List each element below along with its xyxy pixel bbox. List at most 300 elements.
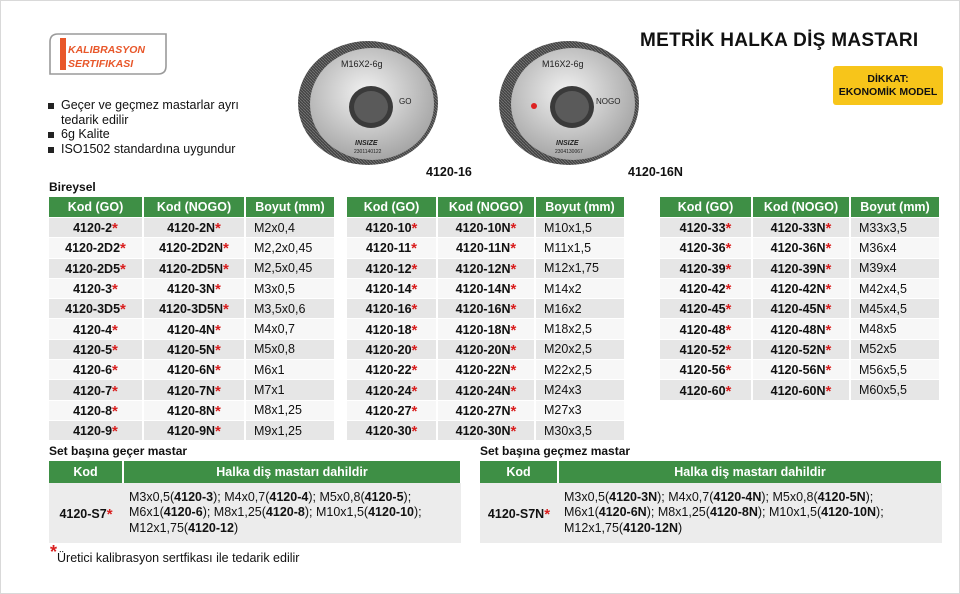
thread-size: M18x2,5 xyxy=(535,319,625,339)
page-title: METRİK HALKA DİŞ MASTARI xyxy=(640,30,919,51)
thread-size: M2,2x0,45 xyxy=(245,238,335,258)
go-code: 4120-20 xyxy=(365,342,412,357)
go-ring-brand: INSIZE xyxy=(355,140,378,147)
calibration-star-icon: * xyxy=(215,281,221,299)
nogo-code-cell xyxy=(752,299,850,319)
set-go-table xyxy=(49,461,462,543)
table-row xyxy=(660,360,940,380)
table-row xyxy=(49,218,335,238)
nogo-code-cell xyxy=(437,420,535,440)
go-code: 4120-33 xyxy=(679,221,726,236)
go-code-cell xyxy=(660,258,752,278)
set-nogo-col-contents: Halka diş mastarı dahildir xyxy=(558,461,942,483)
go-code-cell xyxy=(49,380,143,400)
nogo-code-cell xyxy=(752,258,850,278)
set-item-code: 4120-3N xyxy=(609,489,658,504)
go-code-cell xyxy=(347,339,437,359)
set-item-size: M6x1 xyxy=(564,505,595,520)
col-header-go: Kod (GO) xyxy=(660,197,752,218)
calibration-star-icon: * xyxy=(725,341,732,359)
nogo-code-cell xyxy=(752,339,850,359)
nogo-code: 4120-10N xyxy=(455,221,511,236)
calibration-certificate-logo xyxy=(48,32,170,76)
go-code-cell xyxy=(660,319,752,339)
thread-size: M14x2 xyxy=(535,278,625,298)
nogo-code: 4120-3N xyxy=(167,282,216,297)
go-code-cell xyxy=(347,420,437,440)
calibration-star-icon: * xyxy=(411,402,418,420)
go-code: 4120-10 xyxy=(365,221,412,236)
nogo-code-cell xyxy=(143,258,245,278)
calibration-star-icon: * xyxy=(120,260,126,278)
thread-size: M3,5x0,6 xyxy=(245,299,335,319)
calibration-star-icon: * xyxy=(725,362,732,380)
calibration-star-icon: * xyxy=(50,542,58,562)
go-ring-gauge-image xyxy=(297,40,439,166)
nogo-code: 4120-2D2N xyxy=(159,241,224,256)
set-item-size: M4x0,7 xyxy=(224,489,266,504)
badge-line-2: EKONOMİK MODEL xyxy=(838,85,938,98)
calibration-star-icon: * xyxy=(725,240,732,258)
thread-size: M11x1,5 xyxy=(535,238,625,258)
table-row xyxy=(49,278,335,298)
set-item-code: 4120-4N xyxy=(713,489,762,504)
go-code-cell xyxy=(49,238,143,258)
calibration-star-icon: * xyxy=(825,382,832,400)
set-nogo-code-cell xyxy=(480,483,558,543)
calibration-star-icon: * xyxy=(725,301,732,319)
table-row xyxy=(347,339,625,359)
thread-size: M56x5,5 xyxy=(850,360,940,380)
go-code: 4120-2D2 xyxy=(65,241,121,256)
calibration-star-icon: * xyxy=(510,362,517,380)
go-code: 4120-2 xyxy=(73,221,113,236)
table-row xyxy=(347,278,625,298)
calibration-star-icon: * xyxy=(112,341,118,359)
thread-size: M52x5 xyxy=(850,339,940,359)
go-ring-serial: 2301140122 xyxy=(354,149,382,155)
table-row xyxy=(347,238,625,258)
calibration-star-icon: * xyxy=(215,402,221,420)
set-item-code: 4120-6 xyxy=(163,505,203,520)
calibration-star-icon: * xyxy=(120,301,126,319)
go-code-cell xyxy=(347,238,437,258)
nogo-code: 4120-60N xyxy=(770,383,826,398)
go-code-cell xyxy=(660,339,752,359)
set-nogo-heading: Set başına geçmez mastar xyxy=(480,444,631,458)
go-code: 4120-56 xyxy=(679,363,726,378)
go-code: 4120-39 xyxy=(679,261,726,276)
thread-size: M12x1,75 xyxy=(535,258,625,278)
table-row xyxy=(49,360,335,380)
nogo-code: 4120-14N xyxy=(455,282,511,297)
calibration-star-icon: * xyxy=(725,281,732,299)
set-item-code: 4120-10N xyxy=(821,505,877,520)
col-header-size: Boyut (mm) xyxy=(850,197,940,218)
feature-item: Geçer ve geçmez mastarlar ayrı tedarik edilir xyxy=(48,98,261,127)
nogo-code-cell xyxy=(143,380,245,400)
logo-line-1: KALIBRASYON xyxy=(68,44,146,56)
go-code: 4120-3D5 xyxy=(65,302,121,317)
set-nogo-code: 4120-S7N xyxy=(487,506,545,521)
economic-model-badge xyxy=(833,66,943,105)
nogo-code-cell xyxy=(437,238,535,258)
calibration-star-icon: * xyxy=(510,321,517,339)
nogo-code-cell xyxy=(752,218,850,238)
set-go-col-code: Kod xyxy=(49,461,123,483)
individual-section-label: Bireysel xyxy=(49,180,96,194)
go-code: 4120-6 xyxy=(73,363,113,378)
set-item-code: 4120-10 xyxy=(368,505,414,520)
go-code: 4120-5 xyxy=(73,342,113,357)
go-code: 4120-24 xyxy=(365,383,412,398)
go-ring-label: M16X2-6g xyxy=(341,59,383,69)
go-code-cell xyxy=(49,360,143,380)
calibration-star-icon: * xyxy=(411,321,418,339)
thread-size: M48x5 xyxy=(850,319,940,339)
set-go-contents xyxy=(123,483,461,543)
calibration-star-icon: * xyxy=(510,260,517,278)
nogo-code-cell xyxy=(143,238,245,258)
nogo-code-cell xyxy=(143,278,245,298)
set-item-size: M12x1,75 xyxy=(564,520,619,535)
go-code-cell xyxy=(49,218,143,238)
go-code-cell xyxy=(347,380,437,400)
set-item-code: 4120-6N xyxy=(598,505,647,520)
calibration-star-icon: * xyxy=(725,260,732,278)
go-code: 4120-36 xyxy=(679,241,726,256)
nogo-code-cell xyxy=(437,278,535,298)
calibration-star-icon: * xyxy=(223,301,229,319)
table-row xyxy=(660,380,940,400)
calibration-star-icon: * xyxy=(411,382,418,400)
set-item: M10x1,5(4120-10N); xyxy=(769,505,884,520)
set-go-heading: Set başına geçer mastar xyxy=(49,444,188,458)
nogo-code: 4120-3D5N xyxy=(159,302,224,317)
table-row xyxy=(660,319,940,339)
go-code: 4120-9 xyxy=(73,424,113,439)
feature-list xyxy=(48,98,278,156)
go-code-cell xyxy=(347,218,437,238)
nogo-code: 4120-52N xyxy=(770,342,826,357)
set-item-code: 4120-8N xyxy=(709,505,758,520)
set-item: M8x1,25(4120-8N); xyxy=(657,505,769,520)
calibration-star-icon: * xyxy=(112,220,118,238)
table-row xyxy=(49,299,335,319)
calibration-star-icon: * xyxy=(411,281,418,299)
calibration-star-icon: * xyxy=(825,240,832,258)
table-row xyxy=(347,218,625,238)
go-code: 4120-42 xyxy=(679,282,726,297)
table-row xyxy=(347,360,625,380)
nogo-code: 4120-4N xyxy=(167,322,216,337)
nogo-code: 4120-42N xyxy=(770,282,826,297)
logo-line-2: SERTIFIKASI xyxy=(68,58,134,70)
table-row xyxy=(660,218,940,238)
calibration-star-icon: * xyxy=(411,423,418,441)
go-code-cell xyxy=(49,420,143,440)
nogo-code-cell xyxy=(437,339,535,359)
badge-line-1: DİKKAT: xyxy=(867,72,909,85)
col-header-size: Boyut (mm) xyxy=(245,197,335,218)
table-row xyxy=(347,319,625,339)
go-code: 4120-18 xyxy=(365,322,412,337)
nogo-ring-brand: INSIZE xyxy=(556,140,579,147)
calibration-star-icon: * xyxy=(510,220,517,238)
go-code-cell xyxy=(347,400,437,420)
go-code-cell xyxy=(347,360,437,380)
calibration-star-icon: * xyxy=(215,423,221,441)
table-row xyxy=(347,299,625,319)
calibration-star-icon: * xyxy=(223,260,229,278)
nogo-code: 4120-6N xyxy=(167,363,216,378)
thread-size: M22x2,5 xyxy=(535,360,625,380)
thread-size: M7x1 xyxy=(245,380,335,400)
calibration-star-icon: * xyxy=(411,240,418,258)
table-row xyxy=(49,319,335,339)
calibration-star-icon: * xyxy=(825,362,832,380)
nogo-code: 4120-18N xyxy=(455,322,511,337)
calibration-star-icon: * xyxy=(510,240,517,258)
feature-item: 6g Kalite xyxy=(48,127,278,142)
go-product-code: 4120-16 xyxy=(426,165,472,179)
nogo-product-code: 4120-16N xyxy=(628,165,683,179)
go-code: 4120-30 xyxy=(365,424,412,439)
set-item-code: 4120-5 xyxy=(364,489,404,504)
table-row xyxy=(660,258,940,278)
table-row xyxy=(660,238,940,258)
nogo-code-cell xyxy=(437,218,535,238)
go-code: 4120-16 xyxy=(365,302,412,317)
go-ring-type: GO xyxy=(399,97,412,106)
table-row xyxy=(49,238,335,258)
thread-size: M3x0,5 xyxy=(245,278,335,298)
gauge-table-small xyxy=(49,197,336,440)
nogo-code: 4120-7N xyxy=(167,383,216,398)
set-item-size: M5x0,8 xyxy=(772,489,814,504)
thread-size: M16x2 xyxy=(535,299,625,319)
set-item-size: M5x0,8 xyxy=(319,489,361,504)
thread-size: M9x1,25 xyxy=(245,420,335,440)
calibration-star-icon: * xyxy=(112,362,118,380)
go-code-cell xyxy=(347,278,437,298)
thread-size: M10x1,5 xyxy=(535,218,625,238)
set-go-col-contents: Halka diş mastarı dahildir xyxy=(123,461,461,483)
nogo-code-cell xyxy=(437,299,535,319)
go-code-cell xyxy=(660,218,752,238)
go-code: 4120-22 xyxy=(365,363,412,378)
nogo-code-cell xyxy=(143,319,245,339)
set-go-code: 4120-S7 xyxy=(59,506,107,521)
nogo-code-cell xyxy=(437,360,535,380)
nogo-code-cell xyxy=(143,218,245,238)
set-item: M5x0,8(4120-5); xyxy=(319,489,412,504)
set-item: M6x1(4120-6); xyxy=(129,505,214,520)
table-row xyxy=(660,299,940,319)
nogo-code: 4120-2N xyxy=(167,221,216,236)
calibration-star-icon: * xyxy=(112,423,118,441)
go-code-cell xyxy=(347,299,437,319)
calibration-star-icon: * xyxy=(725,321,732,339)
calibration-star-icon: * xyxy=(411,220,418,238)
go-code: 4120-12 xyxy=(365,261,412,276)
calibration-star-icon: * xyxy=(112,402,118,420)
nogo-code: 4120-9N xyxy=(167,424,216,439)
nogo-ring-type: NOGO xyxy=(596,97,621,106)
set-nogo-table xyxy=(480,461,943,543)
set-item-size: M3x0,5 xyxy=(564,489,605,504)
nogo-code: 4120-27N xyxy=(455,403,511,418)
nogo-code: 4120-22N xyxy=(455,363,511,378)
set-item: M10x1,5(4120-10); xyxy=(315,505,422,520)
go-code: 4120-8 xyxy=(73,403,113,418)
calibration-star-icon: * xyxy=(411,301,418,319)
nogo-code: 4120-5N xyxy=(167,342,216,357)
set-item-size: M8x1,25 xyxy=(657,505,706,520)
calibration-star-icon: * xyxy=(510,382,517,400)
calibration-star-icon: * xyxy=(544,505,551,523)
set-item-size: M10x1,5 xyxy=(315,505,364,520)
calibration-star-icon: * xyxy=(112,321,118,339)
nogo-code-cell xyxy=(437,319,535,339)
set-item-size: M6x1 xyxy=(129,505,160,520)
go-code: 4120-52 xyxy=(679,342,726,357)
nogo-code-cell xyxy=(752,380,850,400)
table-row xyxy=(49,258,335,278)
go-code: 4120-60 xyxy=(679,383,726,398)
nogo-code: 4120-8N xyxy=(167,403,216,418)
calibration-star-icon: * xyxy=(215,362,221,380)
set-go-code-cell xyxy=(49,483,123,543)
calibration-star-icon: * xyxy=(825,220,832,238)
nogo-ring-serial: 2304130067 xyxy=(555,149,583,155)
thread-size: M45x4,5 xyxy=(850,299,940,319)
set-item-size: M12x1,75 xyxy=(129,520,184,535)
nogo-code-cell xyxy=(752,319,850,339)
nogo-code: 4120-24N xyxy=(455,383,511,398)
calibration-star-icon: * xyxy=(223,240,229,258)
gauge-table-large xyxy=(660,197,941,400)
nogo-code-cell xyxy=(143,360,245,380)
set-item: M4x0,7(4120-4N); xyxy=(668,489,773,504)
thread-size: M33x3,5 xyxy=(850,218,940,238)
calibration-star-icon: * xyxy=(825,301,832,319)
thread-size: M27x3 xyxy=(535,400,625,420)
go-code-cell xyxy=(49,400,143,420)
nogo-code-cell xyxy=(143,339,245,359)
calibration-star-icon: * xyxy=(725,220,732,238)
table-row xyxy=(347,380,625,400)
thread-size: M2x0,4 xyxy=(245,218,335,238)
calibration-star-icon: * xyxy=(510,402,517,420)
nogo-code: 4120-45N xyxy=(770,302,826,317)
nogo-ring-gauge-image xyxy=(498,40,640,166)
calibration-star-icon: * xyxy=(215,341,221,359)
col-header-nogo: Kod (NOGO) xyxy=(437,197,535,218)
set-item-size: M3x0,5 xyxy=(129,489,170,504)
calibration-star-icon: * xyxy=(825,260,832,278)
nogo-code: 4120-11N xyxy=(455,241,511,256)
feature-item: ISO1502 standardına uygundur xyxy=(48,142,278,157)
go-code-cell xyxy=(49,319,143,339)
set-item: M6x1(4120-6N); xyxy=(564,505,658,520)
calibration-star-icon: * xyxy=(825,341,832,359)
footer-text: Üretici kalibrasyon sertfikası ile tedarik edilir xyxy=(57,551,300,565)
set-item-code: 4120-12N xyxy=(623,520,678,535)
calibration-star-icon: * xyxy=(215,382,221,400)
set-item: M4x0,7(4120-4); xyxy=(224,489,320,504)
set-item: M3x0,5(4120-3N); xyxy=(564,489,669,504)
nogo-code: 4120-16N xyxy=(455,302,511,317)
thread-size: M2,5x0,45 xyxy=(245,258,335,278)
nogo-code: 4120-12N xyxy=(455,261,511,276)
calibration-star-icon: * xyxy=(120,240,126,258)
table-row xyxy=(347,420,625,440)
thread-size: M4x0,7 xyxy=(245,319,335,339)
col-header-nogo: Kod (NOGO) xyxy=(752,197,850,218)
set-item-size: M10x1,5 xyxy=(769,505,817,520)
go-code-cell xyxy=(660,278,752,298)
nogo-code-cell xyxy=(752,278,850,298)
table-row xyxy=(49,400,335,420)
footer-note xyxy=(50,542,300,567)
calibration-star-icon: * xyxy=(725,382,732,400)
go-code: 4120-4 xyxy=(73,322,113,337)
set-item-code: 4120-8 xyxy=(265,505,305,520)
table-row xyxy=(347,400,625,420)
go-code: 4120-45 xyxy=(679,302,726,317)
thread-size: M24x3 xyxy=(535,380,625,400)
thread-size: M5x0,8 xyxy=(245,339,335,359)
thread-size: M6x1 xyxy=(245,360,335,380)
calibration-star-icon: * xyxy=(215,321,221,339)
thread-size: M36x4 xyxy=(850,238,940,258)
gauge-table-medium xyxy=(347,197,626,440)
set-item: M8x1,25(4120-8); xyxy=(213,505,316,520)
calibration-star-icon: * xyxy=(112,281,118,299)
nogo-code: 4120-39N xyxy=(770,261,826,276)
thread-size: M8x1,25 xyxy=(245,400,335,420)
col-header-go: Kod (GO) xyxy=(49,197,143,218)
nogo-code-cell xyxy=(143,420,245,440)
nogo-code: 4120-56N xyxy=(770,363,826,378)
nogo-code-cell xyxy=(437,400,535,420)
go-code-cell xyxy=(660,299,752,319)
go-code-cell xyxy=(49,339,143,359)
calibration-star-icon: * xyxy=(411,341,418,359)
go-code-cell xyxy=(49,299,143,319)
go-code: 4120-14 xyxy=(365,282,412,297)
calibration-star-icon: * xyxy=(825,321,832,339)
col-header-size: Boyut (mm) xyxy=(535,197,625,218)
calibration-star-icon: * xyxy=(510,341,517,359)
set-item: M5x0,8(4120-5N); xyxy=(772,489,874,504)
go-code: 4120-11 xyxy=(365,241,412,256)
go-code-cell xyxy=(49,258,143,278)
nogo-code: 4120-20N xyxy=(455,342,511,357)
set-item: M12x1,75(4120-12) xyxy=(129,520,239,535)
thread-size: M42x4,5 xyxy=(850,278,940,298)
thread-size: M20x2,5 xyxy=(535,339,625,359)
nogo-ring-label: M16X2-6g xyxy=(542,59,584,69)
nogo-code: 4120-33N xyxy=(770,221,826,236)
set-item-size: M4x0,7 xyxy=(668,489,710,504)
calibration-star-icon: * xyxy=(112,382,118,400)
calibration-star-icon: * xyxy=(411,260,418,278)
nogo-code: 4120-2D5N xyxy=(159,261,224,276)
go-code-cell xyxy=(347,258,437,278)
go-code: 4120-2D5 xyxy=(65,261,121,276)
